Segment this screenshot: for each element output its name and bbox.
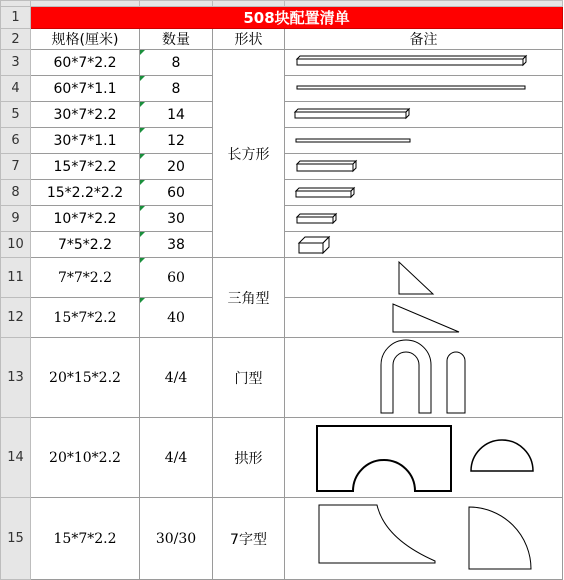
quarter-circle-icon [285, 499, 563, 579]
table-row [1, 50, 563, 76]
shape-cell-arch[interactable]: 拱形 [213, 418, 285, 498]
spec-cell[interactable]: 20*10*2.2 [31, 418, 140, 498]
qty-cell[interactable]: 38 [140, 232, 213, 258]
header-shape[interactable]: 形状 [213, 29, 285, 50]
spec-cell[interactable]: 15*7*2.2 [31, 298, 140, 338]
note-cell[interactable] [285, 128, 563, 154]
square-rod-icon [285, 181, 563, 205]
row-number[interactable]: 13 [1, 338, 31, 418]
shape-cell-rect[interactable]: 长方形 [213, 50, 285, 258]
long-thin-plank-icon [285, 77, 563, 101]
bridge-arch-icon [285, 419, 563, 497]
small-plank-icon [285, 207, 563, 231]
note-cell[interactable] [285, 338, 563, 418]
note-cell[interactable] [285, 154, 563, 180]
spec-cell[interactable]: 7*5*2.2 [31, 232, 140, 258]
note-cell[interactable] [285, 498, 563, 580]
row-number[interactable]: 12 [1, 298, 31, 338]
row-number[interactable]: 7 [1, 154, 31, 180]
spec-cell[interactable]: 7*7*2.2 [31, 258, 140, 298]
shape-cell-seven[interactable]: 7字型 [213, 498, 285, 580]
note-cell[interactable] [285, 180, 563, 206]
small-triangle-icon [285, 259, 563, 297]
note-cell[interactable] [285, 232, 563, 258]
note-cell[interactable] [285, 418, 563, 498]
qty-cell[interactable]: 8 [140, 50, 213, 76]
spec-cell[interactable]: 20*15*2.2 [31, 338, 140, 418]
note-cell[interactable] [285, 102, 563, 128]
table-row [1, 498, 563, 580]
row-number[interactable]: 3 [1, 50, 31, 76]
qty-cell[interactable]: 20 [140, 154, 213, 180]
row-number[interactable]: 1 [1, 7, 31, 29]
table-row [1, 338, 563, 418]
shape-cell-door[interactable]: 门型 [213, 338, 285, 418]
spec-cell[interactable]: 10*7*2.2 [31, 206, 140, 232]
spec-cell[interactable]: 15*7*2.2 [31, 154, 140, 180]
qty-cell[interactable]: 40 [140, 298, 213, 338]
qty-cell[interactable]: 60 [140, 258, 213, 298]
header-qty[interactable]: 数量 [140, 29, 213, 50]
header-note[interactable]: 备注 [285, 29, 563, 50]
spec-cell[interactable]: 60*7*1.1 [31, 76, 140, 102]
qty-cell[interactable]: 14 [140, 102, 213, 128]
spec-cell[interactable]: 60*7*2.2 [31, 50, 140, 76]
long-triangle-icon [285, 299, 563, 337]
header-spec[interactable]: 规格(厘米) [31, 29, 140, 50]
qty-cell[interactable]: 4/4 [140, 418, 213, 498]
qty-cell[interactable]: 8 [140, 76, 213, 102]
note-cell[interactable] [285, 50, 563, 76]
note-cell[interactable] [285, 206, 563, 232]
qty-cell[interactable]: 12 [140, 128, 213, 154]
table-row [1, 258, 563, 298]
long-plank-icon [285, 51, 563, 75]
qty-cell[interactable]: 30/30 [140, 498, 213, 580]
row-number[interactable]: 14 [1, 418, 31, 498]
cube-block-icon [285, 233, 563, 257]
row-number[interactable]: 8 [1, 180, 31, 206]
medium-thin-plank-icon [285, 129, 563, 153]
row-2 [1, 29, 563, 50]
row-number[interactable]: 5 [1, 102, 31, 128]
door-arch-icon [285, 339, 563, 417]
row-number[interactable]: 6 [1, 128, 31, 154]
row-number[interactable]: 4 [1, 76, 31, 102]
row-number[interactable]: 11 [1, 258, 31, 298]
qty-cell[interactable]: 60 [140, 180, 213, 206]
short-plank-icon [285, 155, 563, 179]
note-cell[interactable] [285, 258, 563, 298]
spec-cell[interactable]: 15*7*2.2 [31, 498, 140, 580]
medium-plank-icon [285, 103, 563, 127]
row-1 [1, 7, 563, 29]
row-number[interactable]: 15 [1, 498, 31, 580]
note-cell[interactable] [285, 298, 563, 338]
qty-cell[interactable]: 4/4 [140, 338, 213, 418]
row-number[interactable]: 9 [1, 206, 31, 232]
row-number[interactable]: 2 [1, 29, 31, 50]
sheet-title[interactable]: 508块配置清单 [31, 7, 563, 29]
qty-cell[interactable]: 30 [140, 206, 213, 232]
spec-cell[interactable]: 30*7*2.2 [31, 102, 140, 128]
spec-cell[interactable]: 15*2.2*2.2 [31, 180, 140, 206]
table-row [1, 418, 563, 498]
spec-cell[interactable]: 30*7*1.1 [31, 128, 140, 154]
note-cell[interactable] [285, 76, 563, 102]
shape-cell-triangle[interactable]: 三角型 [213, 258, 285, 338]
row-number[interactable]: 10 [1, 232, 31, 258]
